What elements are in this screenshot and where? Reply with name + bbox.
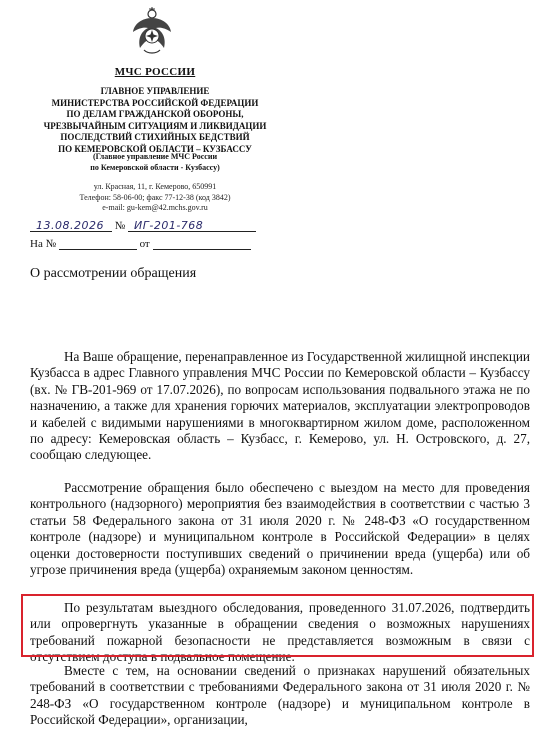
agency-short-name <box>30 152 280 173</box>
agency-line: ГЛАВНОЕ УПРАВЛЕНИЕ <box>100 86 210 96</box>
address-line: ул. Красная, 11, г. Кемерово, 650991 <box>93 182 217 191</box>
agency-line: ПОСЛЕДСТВИЙ СТИХИЙНЫХ БЕДСТВИЙ <box>60 132 250 143</box>
mchs-emblem-icon <box>130 6 174 56</box>
phone-line: Телефон: 58-06-00; факс 77-12-38 (код 3842) <box>79 192 231 202</box>
paragraph-text: Вместе с тем, на основании сведений о признаках нарушений обязательных требований в соответствии с требованиями Федерального закона от 31 июля 2020 г. № 248-ФЗ «О государственном контроле (надзоре) и муниципальном контроле в Российской Федерации», организации, <box>30 663 530 728</box>
short-name-line: по Кемеровской области - Кузбассу) <box>90 162 220 172</box>
email-line: e-mail: gu-kem@42.mchs.gov.ru <box>102 203 208 212</box>
short-name-line: (Главное управление МЧС России <box>92 152 218 161</box>
na-field <box>59 237 137 250</box>
reference-line <box>30 237 251 250</box>
ot-label: от <box>139 238 150 250</box>
agency-line: ПО ДЕЛАМ ГРАЖДАНСКОЙ ОБОРОНЫ, <box>66 109 244 120</box>
paragraph-4 <box>30 663 530 729</box>
org-short-title: МЧС РОССИИ <box>114 66 196 78</box>
agency-line: МИНИСТЕРСТВА РОССИЙСКОЙ ФЕДЕРАЦИИ <box>51 97 259 108</box>
date-field <box>30 219 112 232</box>
highlight-frame <box>21 594 534 657</box>
contact-block <box>30 182 280 214</box>
paragraph-text: По результатам выездного обследования, проведенного 31.07.2026, подтвердить или опровергнуть указанные в обращении сведения о возможных нарушениях требований пожарной безопасности не представляется возможным в связи с отсутствием доступа в подвальное помещение. <box>30 600 530 665</box>
paragraph-text: Рассмотрение обращения было обеспечено с выездом на место для проведения контрольного (надзорного) мероприятия без взаимодействия в соответствии с частью 3 статьи 58 Федерального закона от 31 июля 2020 г. № 248-ФЗ «О государственном контроле (надзоре) и муниципальном контроле в Российской Федерации» в целях оценки достоверности поступивших сведений о причинении вреда (ущерба) или об угрозе причинения вреда (ущерба) охраняемым законом ценностям. <box>30 480 530 578</box>
agency-line: ЧРЕЗВЫЧАЙНЫМ СИТУАЦИЯМ И ЛИКВИДАЦИИ <box>43 120 267 131</box>
number-label: № <box>114 220 126 232</box>
na-label: На № <box>30 238 57 250</box>
paragraph-text: На Ваше обращение, перенаправленное из Государственной жилищной инспекции Кузбасса в адрес Главного управления МЧС России по Кемеровской области – Кузбассу (вх. № ГВ-201-969 от 17.07.2026), по вопросам использования подвального этажа не по назначению, а также для хранения горючих материалов, эксплуатации электропроводов и кабелей с видимыми нарушениями в многоквартирном жилом доме, расположенном по адресу: Кемеровская область – Кузбасс, г. Кемерово, ул. Н. Островского, д. 27, сообщаю следующее. <box>30 349 530 463</box>
handwritten-number: ИГ-201-768 <box>134 219 204 232</box>
ot-field <box>153 237 251 250</box>
paragraph-2 <box>30 480 530 578</box>
agency-line: ПО КЕМЕРОВСКОЙ ОБЛАСТИ – КУЗБАССУ <box>58 143 252 154</box>
handwritten-date: 13.08.2026 <box>36 219 104 232</box>
letter-subject: О рассмотрении обращения <box>30 266 197 281</box>
number-field <box>128 219 256 232</box>
registration-line <box>30 219 256 232</box>
paragraph-1 <box>30 349 530 464</box>
agency-name <box>30 86 280 156</box>
